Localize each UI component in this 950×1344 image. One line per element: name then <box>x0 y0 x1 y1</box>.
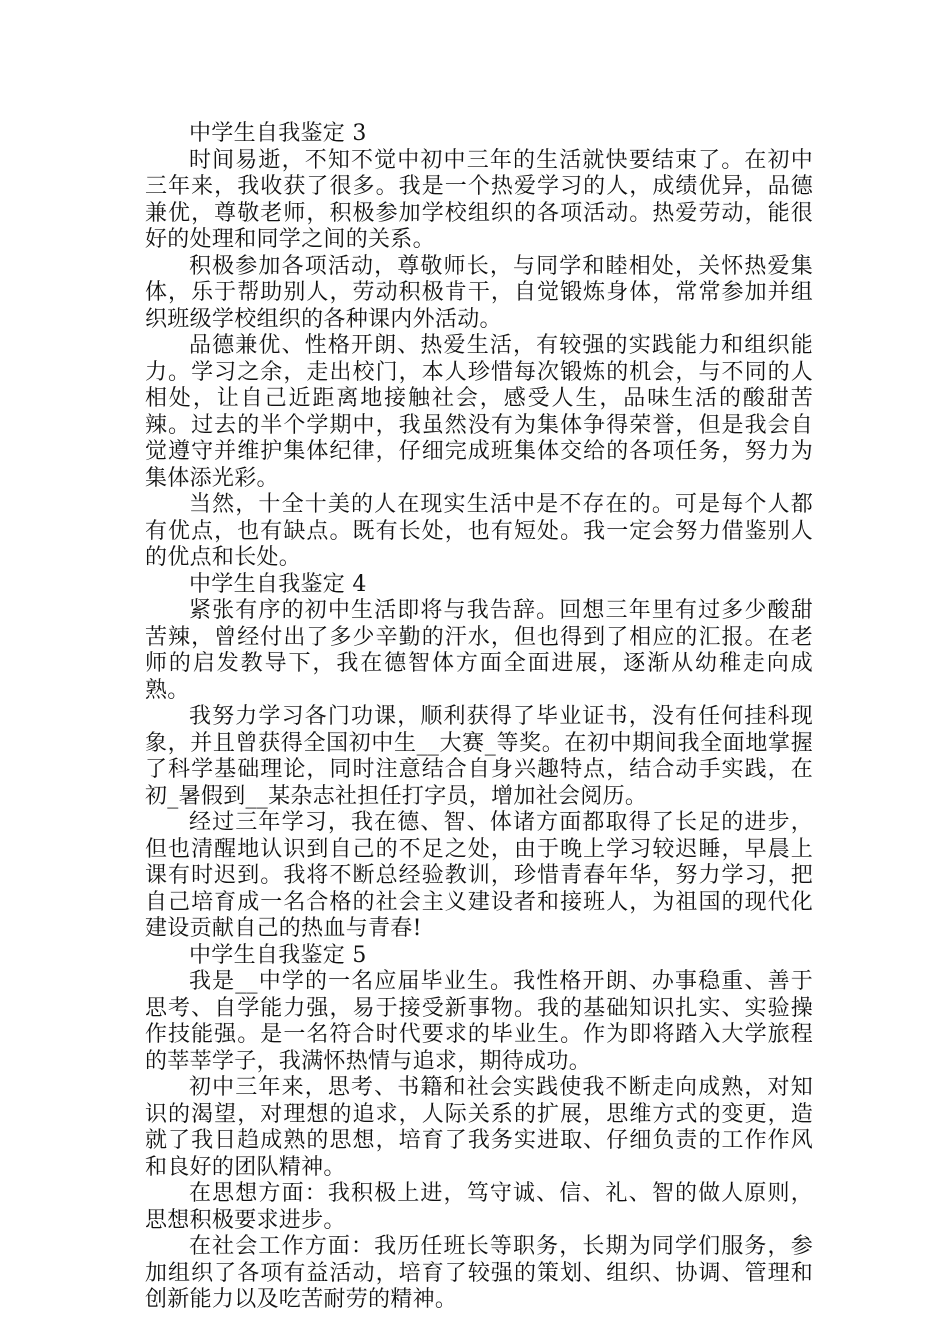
paragraph: 品德兼优、性格开朗、热爱生活，有较强的实践能力和组织能力。学习之余，走出校门，本人珍惜每次锻炼的机会，与不同的人相处，让自己近距离地接触社会，感受人生，品味生活的酸甜苦辣。过去的半个学期中，我虽然没有为集体争得荣誉，但是我会自觉遵守并维护集体纪律，仔细完成班集体交给的各项任务，努力为集体添光彩。 <box>145 333 813 491</box>
paragraph: 我努力学习各门功课，顺利获得了毕业证书，没有任何挂科现象，并且曾获得全国初中生__大赛_等奖。在初中期间我全面地掌握了科学基础理论，同时注意结合自身兴趣特点，结合动手实践，在初_暑假到__某杂志社担任打字员，增加社会阅历。 <box>145 704 813 809</box>
paragraph: 时间易逝，不知不觉中初中三年的生活就快要结束了。在初中三年来，我收获了很多。我是一个热爱学习的人，成绩优异，品德兼优，尊敬老师，积极参加学校组织的各项活动。热爱劳动，能很好的处理和同学之间的关系。 <box>145 147 813 252</box>
paragraph: 紧张有序的初中生活即将与我告辞。回想三年里有过多少酸甜苦辣，曾经付出了多少辛勤的汗水，但也得到了相应的汇报。在老师的启发教导下，我在德智体方面全面进展，逐渐从幼稚走向成熟。 <box>145 598 813 703</box>
paragraph: 当然，十全十美的人在现实生活中是不存在的。可是每个人都有优点，也有缺点。既有长处，也有短处。我一定会努力借鉴别人的优点和长处。 <box>145 492 813 570</box>
paragraph: 在思想方面：我积极上进，笃守诚、信、礼、智的做人原则，思想积极要求进步。 <box>145 1181 813 1233</box>
section-heading-5: 中学生自我鉴定 5 <box>189 942 367 968</box>
section-heading-4: 中学生自我鉴定 4 <box>189 571 367 597</box>
paragraph: 积极参加各项活动，尊敬师长，与同学和睦相处，关怀热爱集体，乐于帮助别人，劳动积极肯干，自觉锻炼身体，常常参加并组织班级学校组织的各种课内外活动。 <box>145 253 813 332</box>
document-body <box>145 121 813 1314</box>
section-heading-3: 中学生自我鉴定 3 <box>189 121 367 146</box>
paragraph: 在社会工作方面：我历任班长等职务，长期为同学们服务，参加组织了各项有益活动，培育了较强的策划、组织、协调、管理和创新能力以及吃苦耐劳的精神。 <box>145 1234 813 1312</box>
paragraph: 经过三年学习，我在德、智、体诸方面都取得了长足的进步，但也清醒地认识到自己的不足之处，由于晚上学习较迟睡，早晨上课有时迟到。我将不断总经验教训，珍惜青春年华，努力学习，把自己培育成一名合格的社会主义建设者和接班人，为祖国的现代化建设贡献自己的热血与青春! <box>145 810 813 941</box>
paragraph: 我是__中学的一名应届毕业生。我性格开朗、办事稳重、善于思考、自学能力强，易于接受新事物。我的基础知识扎实、实验操作技能强。是一名符合时代要求的毕业生。作为即将踏入大学旅程的莘莘学子，我满怀热情与追求，期待成功。 <box>145 969 813 1074</box>
paragraph: 初中三年来，思考、书籍和社会实践使我不断走向成熟，对知识的渴望，对理想的追求，人际关系的扩展，思维方式的变更，造就了我日趋成熟的思想，培育了我务实进取、仔细负责的工作作风和良好的团队精神。 <box>145 1075 813 1180</box>
